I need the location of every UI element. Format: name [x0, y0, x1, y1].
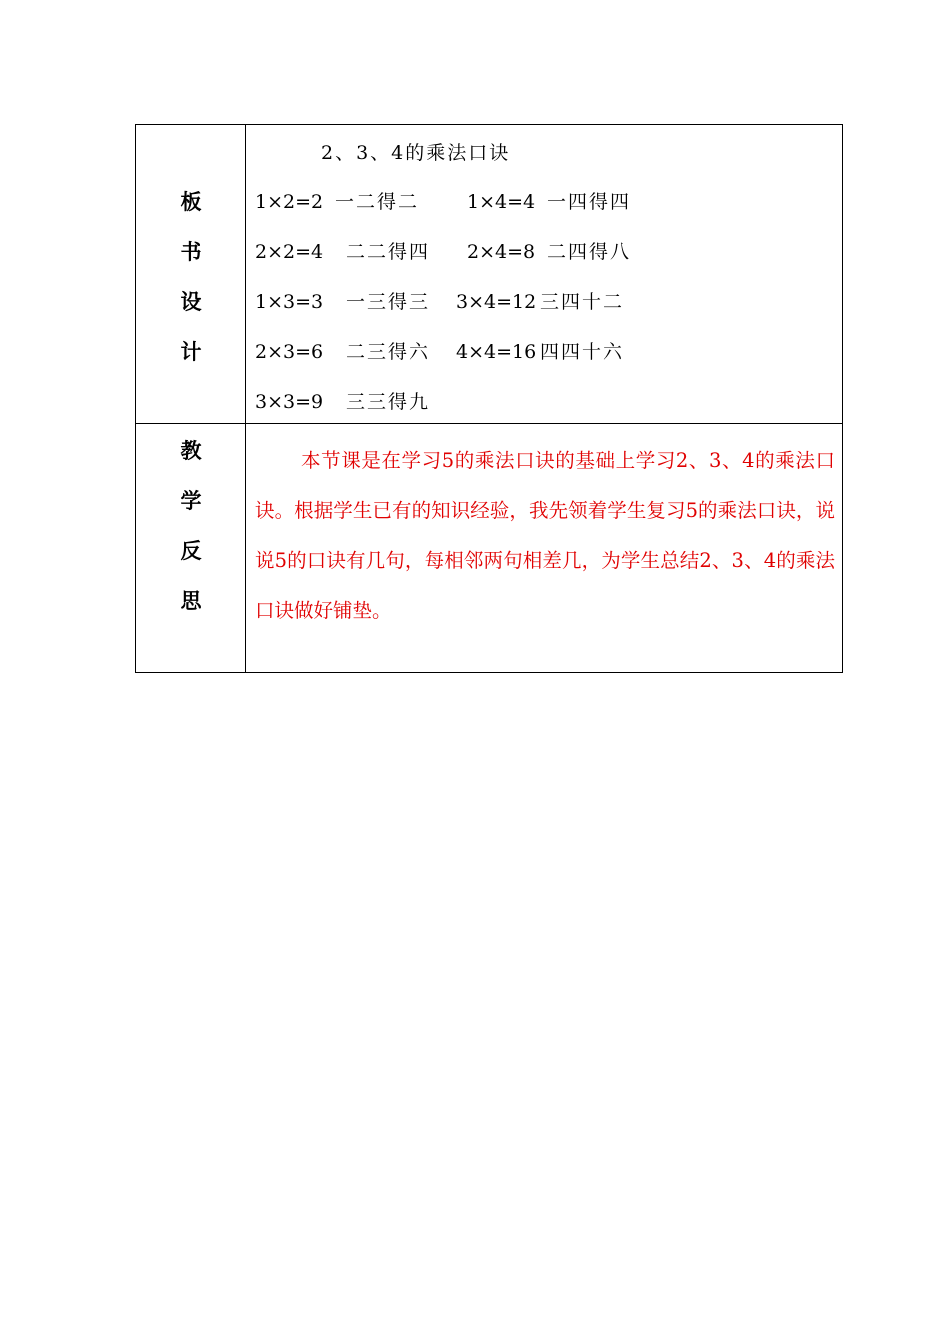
- label-char: 计: [180, 340, 202, 364]
- equation: 1×4=4: [467, 191, 536, 213]
- verse: 一二得二: [335, 191, 420, 213]
- equation: 3×4=12: [456, 291, 537, 313]
- equation: 1×3=3: [255, 291, 324, 313]
- label-char: 书: [180, 240, 202, 264]
- equation: 2×2=4: [255, 241, 324, 263]
- verse: 三三得九: [346, 391, 431, 413]
- board-design-row: [136, 125, 843, 424]
- verse: 一四得四: [547, 191, 632, 213]
- equation: 2×4=8: [467, 241, 536, 263]
- label-char: 设: [180, 290, 202, 314]
- verse: 一三得三: [346, 291, 431, 313]
- lesson-plan-table: [135, 124, 843, 673]
- equation: 3×3=9: [255, 391, 324, 413]
- board-title: 2、3、4的乘法口诀: [321, 142, 511, 164]
- board-design-label: [136, 125, 246, 424]
- board-design-content: [246, 125, 843, 424]
- label-char: 板: [180, 190, 202, 214]
- verse: 二三得六: [346, 341, 431, 363]
- teaching-reflection-content: [246, 424, 843, 673]
- label-char: 思: [180, 589, 202, 613]
- equation: 1×2=2: [255, 191, 324, 213]
- verse: 三四十二: [540, 291, 625, 313]
- label-char: 学: [180, 489, 202, 513]
- teaching-reflection-label: [136, 424, 246, 673]
- label-char: 反: [180, 539, 202, 563]
- reflection-paragraph: 本节课是在学习5的乘法口诀的基础上学习2、3、4的乘法口诀。根据学生已有的知识经验，我先领着学生复习5的乘法口诀，说说5的口诀有几句，每相邻两句相差几，为学生总结2、3、4的乘法口诀做好铺垫。: [255, 449, 835, 622]
- verse: 二二得四: [346, 241, 431, 263]
- verse: 二四得八: [547, 241, 632, 263]
- equation: 2×3=6: [255, 341, 324, 363]
- verse: 四四十六: [540, 341, 625, 363]
- teaching-reflection-row: [136, 424, 843, 673]
- label-char: 教: [180, 439, 202, 463]
- equation: 4×4=16: [456, 341, 537, 363]
